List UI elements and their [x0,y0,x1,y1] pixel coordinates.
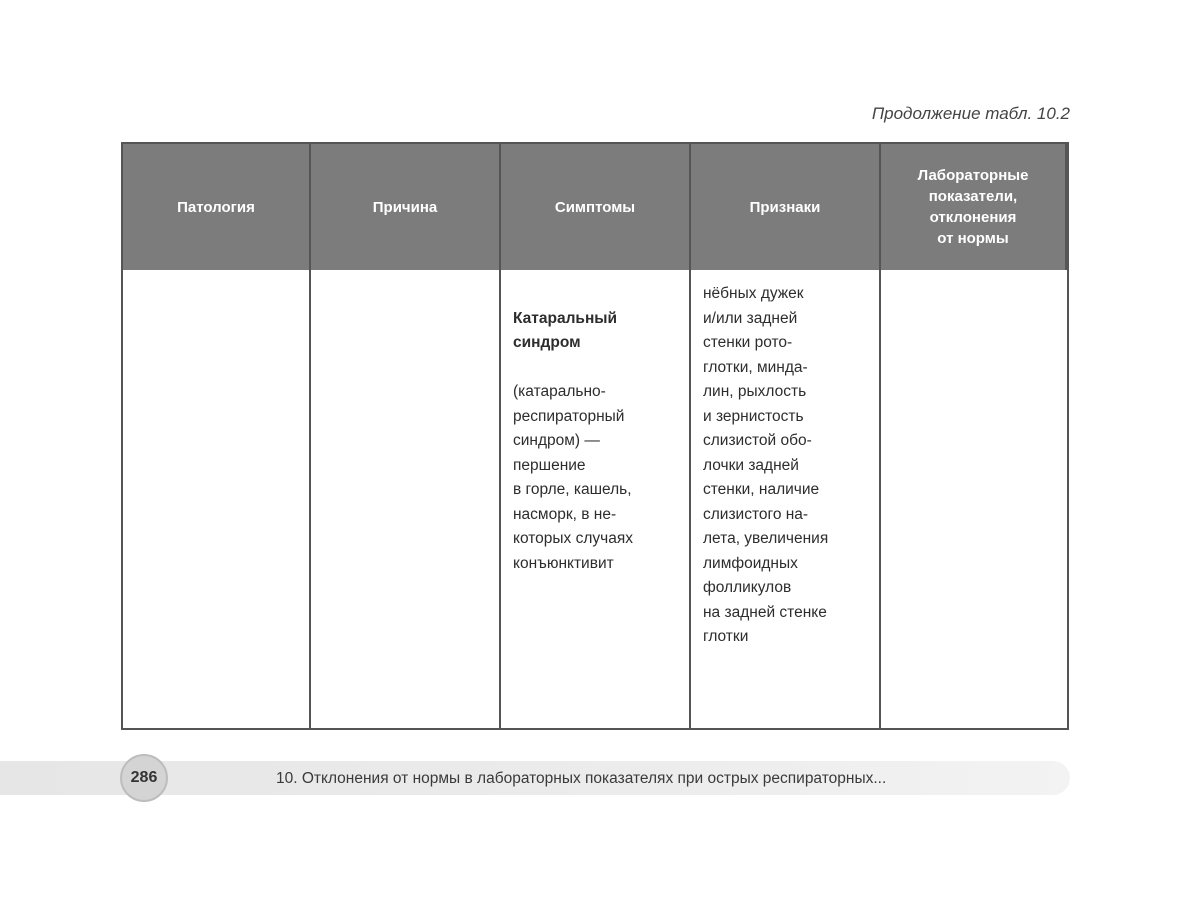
table-caption: Продолжение табл. 10.2 [871,104,1070,123]
cell-symptoms [501,270,691,728]
data-table [121,142,1069,730]
cell-cause [311,270,501,728]
symptoms-text: (катарально- респираторный синдром) — першение в горле, кашель, насморк, в не- которых случаях конъюнктивит [513,383,633,572]
header-lab-indicators: Лабораторные показатели, отклонения от нормы [881,144,1067,270]
cell-signs: нёбных дужек и/или задней стенки рото- глотки, минда- лин, рыхлость и зернистость слизистой обо- лочки задней стенки, наличие слизистого на- лета, увеличения лимфоидных фолликулов на задней стенке глотки [691,270,881,728]
page-number: 286 [120,754,168,802]
header-symptoms: Симптомы [501,144,691,270]
header-signs: Признаки [691,144,881,270]
header-cause: Причина [311,144,501,270]
header-pathology: Патология [123,144,311,270]
cell-lab-indicators [881,270,1067,728]
cell-pathology [123,270,311,728]
running-title: 10. Отклонения от нормы в лабораторных показателях при острых респираторных... [276,770,887,787]
symptoms-heading: Катаральный синдром [513,309,618,351]
